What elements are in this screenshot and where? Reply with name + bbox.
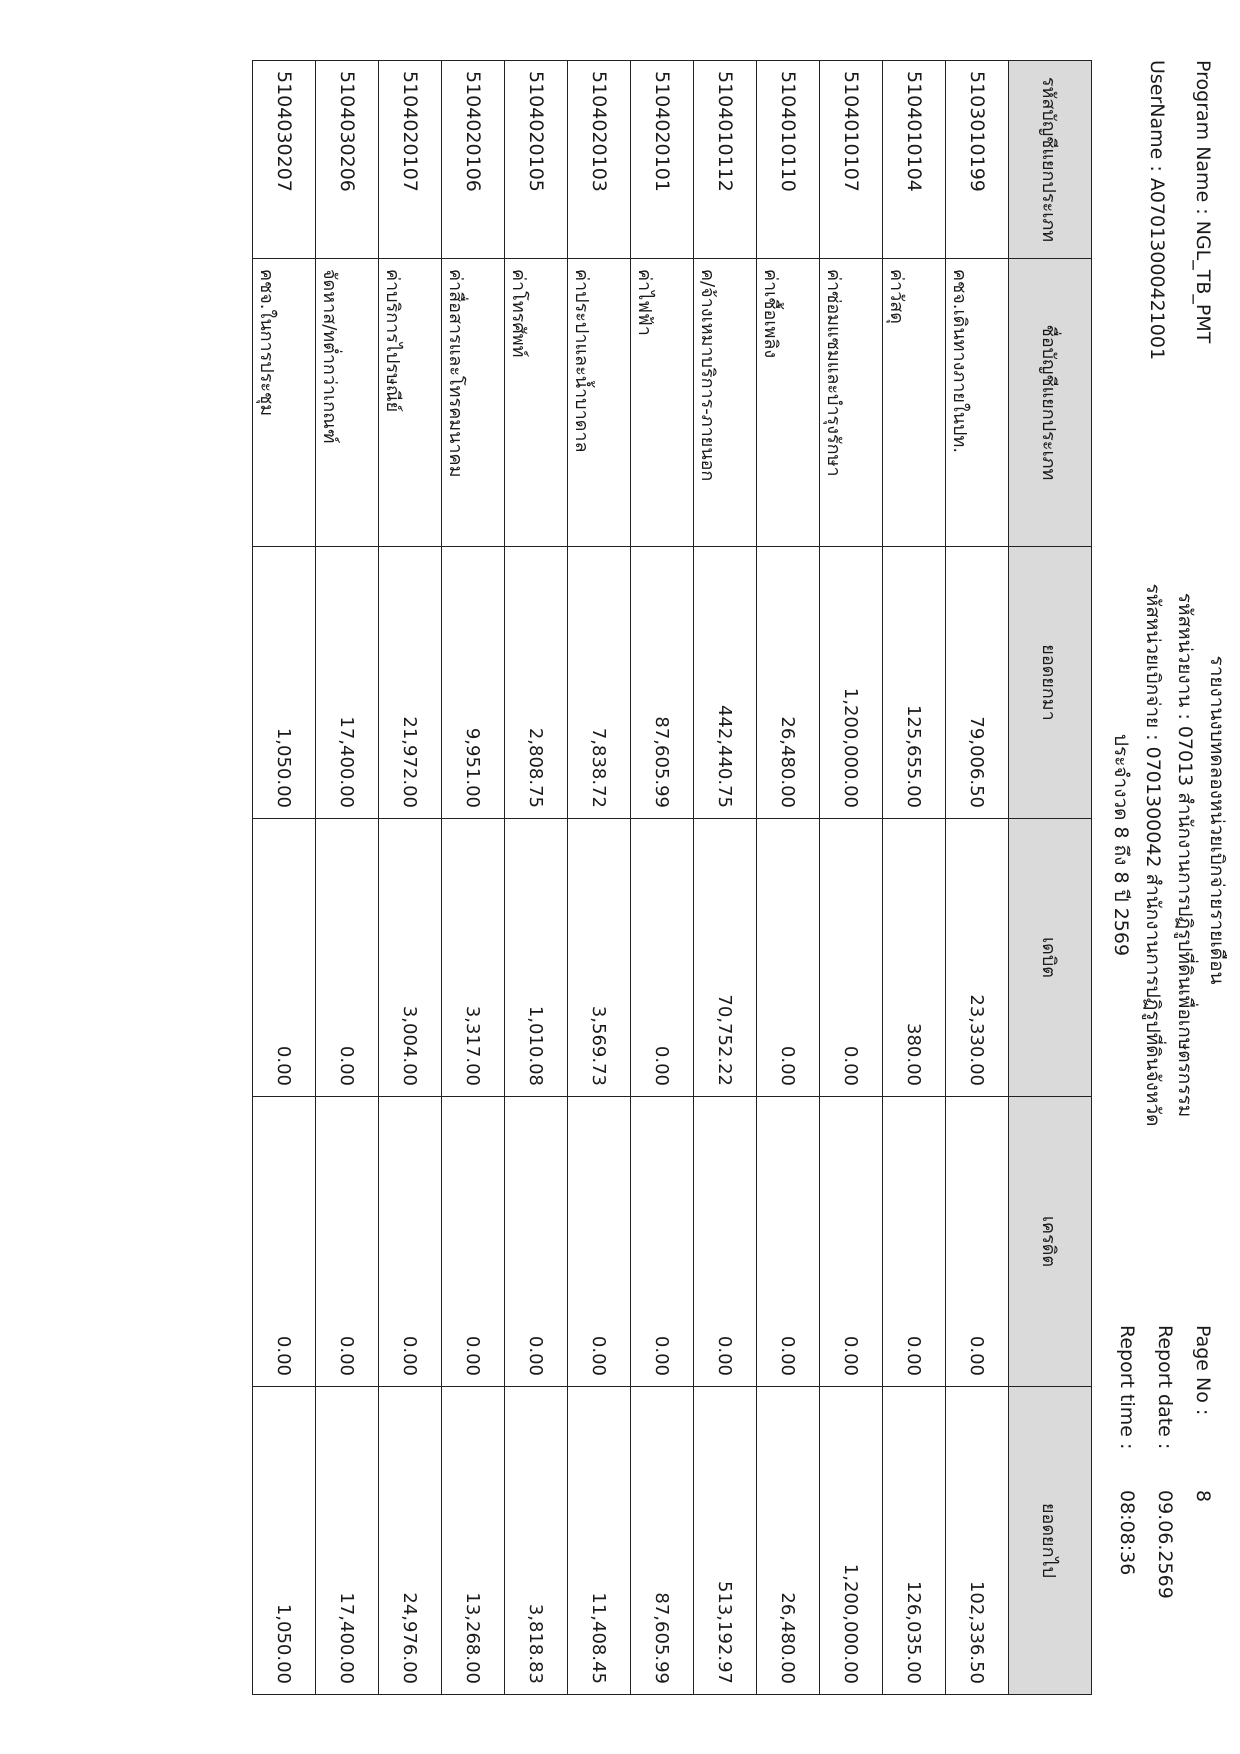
carried-forward-cell: 1,200,000.00: [820, 1387, 883, 1695]
table-row: [694, 61, 757, 1695]
credit-cell: 0.00: [883, 1097, 946, 1387]
page-no-label-text: Page No :: [1192, 1325, 1214, 1416]
carried-forward-cell: 26,480.00: [757, 1387, 820, 1695]
account-code-cell: 5104020101: [631, 61, 694, 259]
account-code-cell: 5104010104: [883, 61, 946, 259]
table-row: [631, 61, 694, 1695]
brought-forward-cell: 1,050.00: [253, 547, 316, 819]
table-row: [505, 61, 568, 1695]
carried-forward-cell: 24,976.00: [379, 1387, 442, 1695]
debit-cell: 3,569.73: [568, 819, 631, 1097]
carried-forward-cell: 1,050.00: [253, 1387, 316, 1695]
brought-forward-cell: 1,200,000.00: [820, 547, 883, 819]
page-no-value-text: 8: [1192, 1490, 1214, 1503]
account-name-cell: คชจ.เดินทางภายในปท.: [946, 259, 1009, 547]
report-date-label-text: Report date :: [1154, 1325, 1176, 1450]
account-name-cell: ค่าวัสดุ: [883, 259, 946, 547]
credit-cell: 0.00: [316, 1097, 379, 1387]
brought-forward-cell: 2,808.75: [505, 547, 568, 819]
col-header-debit: เดบิต: [1009, 819, 1092, 1097]
brought-forward-cell: 7,838.72: [568, 547, 631, 819]
carried-forward-cell: 87,605.99: [631, 1387, 694, 1695]
debit-cell: 0.00: [253, 819, 316, 1097]
table-row: [883, 61, 946, 1695]
credit-cell: 0.00: [253, 1097, 316, 1387]
carried-forward-cell: 11,408.45: [568, 1387, 631, 1695]
table-row: [820, 61, 883, 1695]
credit-cell: 0.00: [820, 1097, 883, 1387]
report-time-label-text: Report time :: [1116, 1325, 1138, 1450]
credit-cell: 0.00: [379, 1097, 442, 1387]
col-header-credit: เครดิต: [1009, 1097, 1092, 1387]
col-header-brought-forward: ยอดยกมา: [1009, 547, 1092, 819]
report-date-value-text: 09.06.2569: [1154, 1490, 1176, 1599]
credit-cell: 0.00: [694, 1097, 757, 1387]
debit-cell: 0.00: [820, 819, 883, 1097]
col-header-name: ชื่อบัญชีแยกประเภท: [1009, 259, 1092, 547]
debit-cell: 3,317.00: [442, 819, 505, 1097]
account-name-cell: ค่าไฟฟ้า: [631, 259, 694, 547]
debit-cell: 1,010.08: [505, 819, 568, 1097]
table-row: [316, 61, 379, 1695]
account-code-cell: 5104010112: [694, 61, 757, 259]
disb-unit-text: รหัสหน่วยเบิกจ่าย : 0701300042 สำนักงานการปฏิรูปที่ดินจังหวัด: [1142, 583, 1164, 1127]
account-code-cell: 5104030207: [253, 61, 316, 259]
account-code-cell: 5104020107: [379, 61, 442, 259]
account-name-cell: คชจ.ในการประชุม: [253, 259, 316, 547]
account-code-cell: 5104010107: [820, 61, 883, 259]
table-row: [757, 61, 820, 1695]
table-row: [568, 61, 631, 1695]
col-header-carried-forward: ยอดยกไป: [1009, 1387, 1092, 1695]
program-name-text: Program Name : NGL_TB_PMT: [1192, 60, 1214, 344]
debit-cell: 380.00: [883, 819, 946, 1097]
account-code-cell: 5104010110: [757, 61, 820, 259]
credit-cell: 0.00: [631, 1097, 694, 1387]
account-name-cell: ค่าประปาและน้ำบาดาล: [568, 259, 631, 547]
debit-cell: 0.00: [757, 819, 820, 1097]
period-text: ประจำงวด 8 ถึง 8 ปี 2569: [1110, 733, 1132, 957]
debit-cell: 0.00: [316, 819, 379, 1097]
account-code-cell: 5103010199: [946, 61, 1009, 259]
credit-cell: 0.00: [568, 1097, 631, 1387]
col-header-code: รหัสบัญชีแยกประเภท: [1009, 61, 1092, 259]
account-name-cell: ค่าซ่อมแซมและบำรุงรักษา: [820, 259, 883, 547]
brought-forward-cell: 17,400.00: [316, 547, 379, 819]
brought-forward-cell: 21,972.00: [379, 547, 442, 819]
account-code-cell: 5104030206: [316, 61, 379, 259]
brought-forward-cell: 442,440.75: [694, 547, 757, 819]
brought-forward-cell: 79,006.50: [946, 547, 1009, 819]
account-name-cell: ค่าเชื้อเพลิง: [757, 259, 820, 547]
brought-forward-cell: 125,655.00: [883, 547, 946, 819]
org-unit-text: รหัสหน่วยงาน : 07013 สำนักงานการปฏิรูปที่ดินเพื่อเกษตรกรรม: [1174, 592, 1196, 1118]
debit-cell: 3,004.00: [379, 819, 442, 1097]
trial-balance-table: [252, 60, 1092, 1695]
credit-cell: 0.00: [757, 1097, 820, 1387]
account-code-cell: 5104020103: [568, 61, 631, 259]
brought-forward-cell: 87,605.99: [631, 547, 694, 819]
report-title-text: รายงานงบทดลองหน่วยเบิกจ่ายรายเดือน: [1206, 655, 1228, 985]
report-time-value-text: 08:08:36: [1116, 1490, 1138, 1576]
account-name-cell: ค่าสื่อสารและโทรคมนาคม: [442, 259, 505, 547]
account-name-cell: ค่าโทรศัพท์: [505, 259, 568, 547]
account-code-cell: 5104020106: [442, 61, 505, 259]
table-row: [253, 61, 316, 1695]
table-row: [379, 61, 442, 1695]
user-name-text: UserName : A07013000421001: [1146, 60, 1168, 361]
debit-cell: 23,330.00: [946, 819, 1009, 1097]
brought-forward-cell: 26,480.00: [757, 547, 820, 819]
credit-cell: 0.00: [442, 1097, 505, 1387]
account-name-cell: จัดหาส/ทต่ำกว่าเกณฑ์: [316, 259, 379, 547]
credit-cell: 0.00: [505, 1097, 568, 1387]
carried-forward-cell: 17,400.00: [316, 1387, 379, 1695]
table-header-row: [1009, 61, 1092, 1695]
carried-forward-cell: 126,035.00: [883, 1387, 946, 1695]
carried-forward-cell: 13,268.00: [442, 1387, 505, 1695]
debit-cell: 70,752.22: [694, 819, 757, 1097]
debit-cell: 0.00: [631, 819, 694, 1097]
credit-cell: 0.00: [946, 1097, 1009, 1387]
account-code-cell: 5104020105: [505, 61, 568, 259]
account-name-cell: ค/จ้างเหมาบริการ-ภายนอก: [694, 259, 757, 547]
carried-forward-cell: 102,336.50: [946, 1387, 1009, 1695]
table-row: [442, 61, 505, 1695]
brought-forward-cell: 9,951.00: [442, 547, 505, 819]
carried-forward-cell: 3,818.83: [505, 1387, 568, 1695]
account-name-cell: ค่าบริการไปรษณีย์: [379, 259, 442, 547]
carried-forward-cell: 513,192.97: [694, 1387, 757, 1695]
table-row: [946, 61, 1009, 1695]
